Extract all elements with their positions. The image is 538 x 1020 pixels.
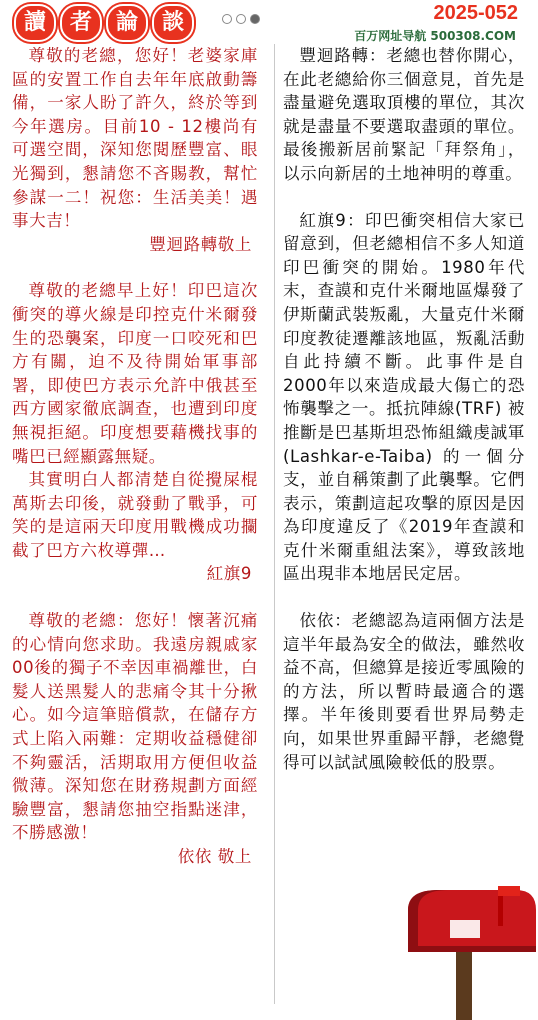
section-title xyxy=(14,4,194,42)
title-char: 讀 xyxy=(14,4,56,42)
site-watermark: 百万网址导航 500308.COM xyxy=(354,29,516,43)
reply-text: 依依：老總認為這兩個方法是這半年最為安全的做法，雖然收益不高，但總算是接近零風險的的方法，所以暫時最適合的選擇。半年後則要看世界局勢走向，如果世界重歸平靜，老總覺得可以試試風險較低的股票。 xyxy=(283,611,525,772)
column-divider xyxy=(274,44,275,1004)
title-char: 者 xyxy=(60,4,102,42)
mailbox-icon xyxy=(398,880,538,1020)
letter-text: 尊敬的老總，您好！老婆家庫區的安置工作自去年年底啟動籌備，一家人盼了許久，終於等到今年選房。目前10 - 12樓尚有可選空間，深知您閱歷豐富、眼光獨到，懇請您不吝賜教，幫忙參謀一二！祝您：生活美美！遇事大吉！ xyxy=(12,46,258,231)
letter-text: 其實明白人都清楚自從攪屎棍萬斯去印後，就發動了戰爭，可笑的是這兩天印度用戰機成功攔截了巴方六枚導彈… xyxy=(12,470,258,560)
reply-text: 豐迴路轉：老總也替你開心，在此老總給你三個意見，首先是盡量避免選取頂樓的單位，其次就是盡量不要選取盡頭的單位。最後搬新居前緊記「拜祭角」，以示向新居的土地神明的尊重。 xyxy=(283,46,525,183)
letter-signature: 豐迴路轉敬上 xyxy=(149,234,252,254)
title-char: 論 xyxy=(106,4,148,42)
letter-text: 尊敬的老總：您好！懷著沉痛的心情向您求助。我遠房親戚家00後的獨子不幸因車禍離世，白髮人送黑髮人的悲痛令其十分揪心。如今這筆賠償款，在儲存方式上陷入兩難：定期收益穩健卻不夠靈活，活期取用方便但收益微薄。深知您在財務規劃方面經驗豐富，懇請您抽空指點迷津，不勝感激！ xyxy=(12,611,258,843)
dot-icon xyxy=(222,14,232,24)
dot-icon xyxy=(236,14,246,24)
page-header xyxy=(0,0,538,44)
reader-letters-column xyxy=(12,44,258,869)
letter-signature: 紅旗9 xyxy=(206,564,252,584)
dot-icon xyxy=(250,14,260,24)
spacer xyxy=(283,586,525,609)
spacer xyxy=(12,256,258,279)
spacer xyxy=(283,186,525,209)
issue-number: 2025-052 xyxy=(433,2,518,24)
reply-text: 紅旗9：印巴衝突相信大家已留意到，但老總相信不多人知道印巴衝突的開始。1980年代末，查謨和克什米爾地區爆發了伊斯蘭武裝叛亂，大量克什米爾印度教徒遷離該地區，叛亂活動自此持續不斷。此事件是自2000年以來造成最大傷亡的恐怖襲擊之一。抵抗陣線(TRF) 被推斷是巴基斯坦恐怖組織虔誠軍 (Lashkar-e-Taiba) 的一個分支，並自稱策劃了此襲擊。它們表示，策劃這起攻擊的原因是因為印度違反了《2019年查謨和克什米爾重組法案》，導致該地區出現非本地居民定居。 xyxy=(283,210,525,584)
letter-signature: 依依 敬上 xyxy=(177,847,252,866)
letter-text: 尊敬的老總早上好！印巴這次衝突的導火線是印控克什米爾發生的恐襲案，印度一口咬死和巴方有關，迫不及待開始軍事部署，即使巴方表示允許中俄甚至西方國家徹底調查，也遭到印度無視拒絕。印度想要藉機找事的嘴巴已經顯露無疑。 xyxy=(12,281,258,466)
editor-replies-column xyxy=(283,44,525,774)
decorative-dots xyxy=(222,14,260,24)
title-char: 談 xyxy=(152,4,194,42)
spacer xyxy=(12,586,258,609)
